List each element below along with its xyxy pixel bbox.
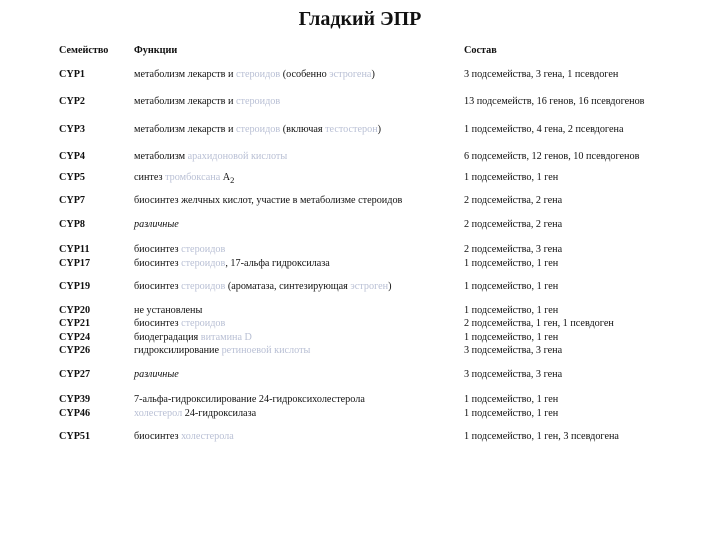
- cell-family: [59, 109, 134, 137]
- function-text: ): [371, 68, 375, 80]
- cell-family: [59, 81, 134, 109]
- function-line: [134, 344, 464, 358]
- cell-composition: [464, 208, 699, 232]
- term-link[interactable]: стероидов: [235, 68, 281, 80]
- composition-line: 6 подсемейств, 12 генов, 10 псевдогенов: [464, 151, 640, 162]
- cell-function: [134, 68, 464, 82]
- function-text: метаболизм: [134, 151, 188, 162]
- term-link[interactable]: стероидов: [235, 123, 281, 135]
- cell-composition: [464, 420, 699, 444]
- table-row: [59, 231, 699, 270]
- function-text: синтез: [134, 171, 166, 183]
- family-code: CYP17: [59, 257, 91, 269]
- function-text: (особенно: [280, 68, 330, 80]
- cell-family: [59, 381, 134, 420]
- function-text: биосинтез: [134, 257, 182, 269]
- cell-family: [59, 136, 134, 164]
- function-text: гидроксилирование: [134, 345, 222, 357]
- term-link[interactable]: стероидов: [181, 244, 226, 256]
- table-row: [59, 270, 699, 294]
- cell-function: [134, 81, 464, 109]
- composition-line: 1 подсемейство, 1 ген: [464, 281, 559, 293]
- table-row: [59, 420, 699, 444]
- function-line: [134, 407, 464, 421]
- family-code: CYP39: [59, 394, 91, 406]
- composition-line: 2 подсемейства, 2 гена: [464, 218, 563, 230]
- term-link[interactable]: тромбоксана: [165, 171, 221, 183]
- table-row: [59, 164, 699, 188]
- cell-composition: [464, 109, 699, 137]
- cell-function: [134, 136, 464, 164]
- composition-line: 1 подсемейство, 1 ген: [464, 407, 559, 419]
- function-text: ): [388, 281, 392, 293]
- family-code: CYP1: [59, 68, 86, 80]
- cell-function: [134, 294, 464, 358]
- composition-line: 1 подсемейство, 1 ген: [464, 331, 559, 343]
- cell-composition: [464, 294, 699, 358]
- header-composition: Состав: [464, 45, 497, 56]
- cell-family: [59, 68, 134, 82]
- composition-line: 1 подсемейство, 4 гена, 2 псевдогена: [464, 123, 624, 135]
- term-link[interactable]: холестерол: [134, 407, 183, 419]
- family-code: CYP24: [59, 331, 91, 343]
- cell-family: [59, 231, 134, 270]
- table-row: [59, 187, 699, 208]
- composition-line: 2 подсемейства, 2 гена: [464, 195, 563, 207]
- family-code: CYP19: [59, 281, 91, 293]
- function-text: 2: [230, 174, 235, 185]
- term-link[interactable]: арахидоновой кислоты: [187, 151, 288, 162]
- family-code: CYP4: [59, 151, 86, 162]
- function-line: [134, 194, 464, 208]
- family-code: CYP5: [59, 171, 86, 183]
- table-row: [59, 208, 699, 232]
- cell-function: [134, 231, 464, 270]
- cell-family: [59, 208, 134, 232]
- composition-line: 3 подсемейства, 3 гена: [464, 368, 563, 380]
- page-title: Гладкий ЭПР: [298, 8, 422, 30]
- function-line: [134, 368, 464, 382]
- function-text: различные: [134, 368, 179, 380]
- cyp-table: [59, 44, 699, 444]
- function-text: биосинтез: [134, 431, 182, 443]
- cell-family: [59, 358, 134, 382]
- family-code: CYP20: [59, 304, 91, 316]
- composition-line: 13 подсемейств, 16 генов, 16 псевдогенов: [464, 96, 645, 107]
- function-text: , 17-альфа гидроксилаза: [225, 257, 330, 269]
- composition-line: 1 подсемейство, 1 ген, 3 псевдогена: [464, 431, 619, 443]
- composition-line: 3 подсемейства, 3 гена, 1 псевдоген: [464, 68, 619, 80]
- function-line: [134, 171, 464, 188]
- cell-composition: [464, 381, 699, 420]
- function-text: различные: [134, 218, 179, 230]
- table-row: [59, 381, 699, 420]
- function-text: метаболизм лекарств и: [134, 123, 236, 135]
- cell-composition: [464, 231, 699, 270]
- family-code: CYP8: [59, 218, 86, 230]
- function-text: биосинтез желчных кислот, участие в метаболизме стероидов: [134, 195, 403, 207]
- family-code: CYP7: [59, 195, 86, 207]
- header-function: Функции: [134, 45, 178, 56]
- cell-function: [134, 381, 464, 420]
- function-text: биосинтез: [134, 244, 182, 256]
- term-link[interactable]: тестостерон: [325, 123, 378, 135]
- term-link[interactable]: эстрогена: [329, 68, 372, 80]
- function-line: [134, 68, 464, 82]
- cell-family: [59, 164, 134, 188]
- cell-composition: [464, 164, 699, 188]
- table-row: [59, 136, 699, 164]
- function-text: биосинтез: [134, 318, 182, 330]
- cell-family: [59, 187, 134, 208]
- function-text: (ароматаза, синтезирующая: [225, 281, 351, 293]
- function-text: 24-гидроксилаза: [182, 407, 257, 419]
- cell-function: [134, 208, 464, 232]
- cell-composition: [464, 187, 699, 208]
- family-code: CYP11: [59, 244, 90, 256]
- term-link[interactable]: холестерола: [181, 431, 234, 443]
- function-line: [134, 257, 464, 271]
- cell-function: [134, 420, 464, 444]
- family-code: CYP51: [59, 431, 91, 443]
- table-row: [59, 294, 699, 358]
- term-link[interactable]: эстроген: [350, 281, 389, 293]
- term-link[interactable]: стероидов: [181, 318, 226, 330]
- function-text: (включая: [280, 123, 326, 135]
- cell-family: [59, 294, 134, 358]
- function-text: метаболизм лекарств и: [134, 68, 236, 80]
- term-link[interactable]: стероидов: [181, 257, 226, 269]
- term-link[interactable]: витамина D: [200, 331, 252, 343]
- cell-composition: [464, 270, 699, 294]
- cell-family: [59, 420, 134, 444]
- table-header-row: [59, 44, 699, 68]
- table-body: [59, 68, 699, 444]
- function-text: биодеградация: [134, 331, 201, 343]
- function-line: [134, 280, 464, 294]
- cell-composition: [464, 68, 699, 82]
- cell-composition: [464, 358, 699, 382]
- family-code: CYP21: [59, 318, 91, 330]
- table-row: [59, 68, 699, 82]
- cell-function: [134, 187, 464, 208]
- function-line: [134, 218, 464, 232]
- function-line: [134, 123, 464, 137]
- composition-line: 2 подсемейства, 1 ген, 1 псевдоген: [464, 318, 614, 330]
- function-line: [134, 317, 464, 331]
- family-code: CYP27: [59, 368, 91, 380]
- term-link[interactable]: стероидов: [181, 281, 226, 293]
- composition-line: 1 подсемейство, 1 ген: [464, 394, 559, 406]
- table-row: [59, 109, 699, 137]
- function-text: ): [377, 123, 382, 135]
- cell-function: [134, 109, 464, 137]
- function-text: метаболизм лекарств и: [134, 96, 236, 107]
- family-code: CYP46: [59, 407, 91, 419]
- composition-line: 1 подсемейство, 1 ген: [464, 257, 559, 269]
- function-line: [134, 331, 464, 345]
- function-text: не установлены: [134, 304, 203, 316]
- composition-line: 3 подсемейства, 3 гена: [464, 345, 563, 357]
- header-family: Семейство: [59, 45, 109, 56]
- cell-function: [134, 358, 464, 382]
- cell-composition: [464, 136, 699, 164]
- function-line: [134, 393, 464, 407]
- function-line: [134, 150, 464, 164]
- family-code: CYP26: [59, 345, 91, 357]
- cell-composition: [464, 81, 699, 109]
- term-link[interactable]: стероидов: [235, 96, 281, 107]
- composition-line: 1 подсемейство, 1 ген: [464, 304, 559, 316]
- composition-line: 1 подсемейство, 1 ген: [464, 171, 559, 183]
- function-line: [134, 430, 464, 444]
- cell-family: [59, 270, 134, 294]
- function-line: [134, 95, 464, 109]
- function-text: 7-альфа-гидроксилирование 24-гидроксихолестерола: [134, 394, 365, 406]
- cell-function: [134, 164, 464, 188]
- composition-line: 2 подсемейства, 3 гена: [464, 244, 563, 256]
- cell-function: [134, 270, 464, 294]
- function-text: A: [220, 171, 231, 183]
- table-row: [59, 358, 699, 382]
- function-text: биосинтез: [134, 281, 182, 293]
- family-code: CYP3: [59, 123, 86, 135]
- function-line: [134, 304, 464, 318]
- term-link[interactable]: ретиноевой кислоты: [221, 345, 311, 357]
- function-line: [134, 243, 464, 257]
- family-code: CYP2: [59, 96, 86, 107]
- table-row: [59, 81, 699, 109]
